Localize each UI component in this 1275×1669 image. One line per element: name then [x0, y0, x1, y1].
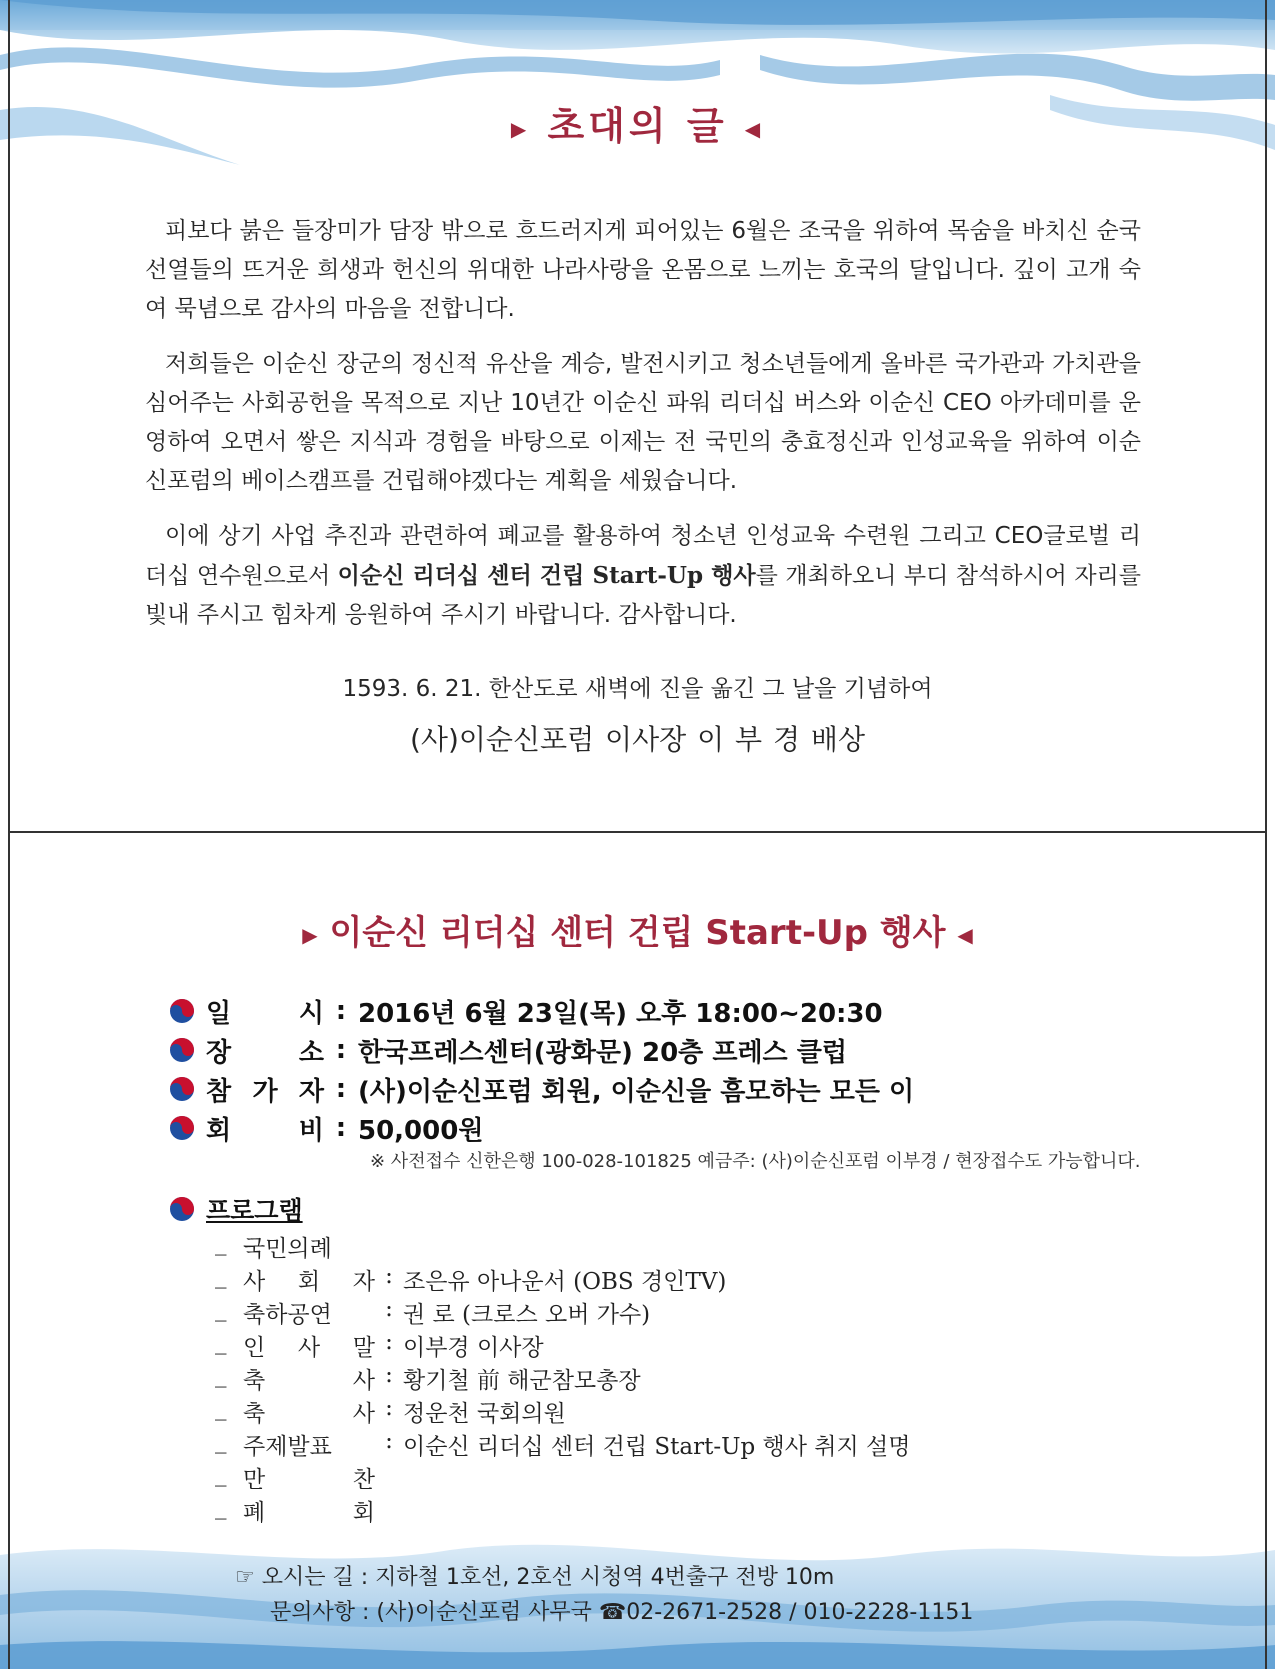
- program-item: [215, 1461, 375, 1494]
- program-label: 축하공연: [243, 1302, 332, 1328]
- detail-row-fee: [170, 1110, 483, 1146]
- program-label: 주제발표: [243, 1434, 332, 1460]
- taegeuk-icon: [170, 1116, 194, 1140]
- commemoration-dateline: 1593. 6. 21. 한산도로 새벽에 진을 옮긴 그 날을 기념하여: [342, 676, 933, 702]
- program-dash: _: [215, 1329, 227, 1355]
- program-label: 사 회 자: [243, 1269, 375, 1295]
- detail-row-venue: [170, 1032, 847, 1068]
- triangle-right-icon: ▶: [510, 116, 531, 141]
- detail-label: 회 비: [206, 1115, 324, 1146]
- detail-value: 2016년 6월 23일(목) 오후 18:00~20:30: [358, 998, 883, 1029]
- fee-note: ※ 사전접수 신한은행 100-028-101825 예금주: (사)이순신포럼 이부경 / 현장접수도 가능합니다.: [370, 1151, 1141, 1172]
- event-title: [0, 905, 1275, 954]
- program-item: [215, 1395, 566, 1428]
- detail-row-participants: [170, 1071, 914, 1107]
- program-colon: :: [385, 1329, 393, 1355]
- invitation-paragraph-3: [145, 517, 1141, 635]
- taegeuk-icon: [170, 1077, 194, 1101]
- event-title-text: 이순신 리더십 센터 건립 Start-Up 행사: [329, 913, 946, 953]
- program-value: 이부경 이사장: [403, 1335, 544, 1361]
- invitation-paragraph-2: 저희들은 이순신 장군의 정신적 유산을 계승, 발전시키고 청소년들에게 올바른 국가관과 가치관을 심어주는 사회공헌을 목적으로 지난 10년간 이순신 파워 리더십 버스와 이순신 CEO 아카데미를 운영하여 오면서 쌓은 지식과 경험을 바탕으로 이제는 전 국민의 충효정신과 인성교육을 위하여 이순신포럼의 베이스캠프를 건립해야겠다는 계획을 세웠습니다.: [145, 351, 1141, 494]
- detail-colon: :: [335, 1035, 347, 1065]
- detail-value: 한국프레스센터(광화문) 20층 프레스 클럽: [358, 1037, 847, 1068]
- detail-value: 50,000원: [358, 1115, 484, 1146]
- detail-label: 장 소: [206, 1037, 324, 1068]
- program-dash: _: [215, 1428, 227, 1454]
- program-heading: [170, 1191, 303, 1227]
- program-label: 폐 회: [243, 1500, 375, 1526]
- program-colon: :: [385, 1362, 393, 1388]
- detail-label: 일 시: [206, 998, 324, 1029]
- detail-colon: :: [335, 996, 347, 1026]
- invitation-title: [0, 95, 1275, 150]
- program-value: 이순신 리더십 센터 건립 Start-Up 행사 취지 설명: [403, 1434, 911, 1460]
- taegeuk-icon: [170, 1038, 194, 1062]
- detail-row-date: [170, 993, 883, 1029]
- signature-line: (사)이순신포럼 이사장 이 부 경 배상: [409, 723, 866, 756]
- detail-colon: :: [335, 1113, 347, 1143]
- section-divider: [8, 831, 1267, 833]
- program-value: 권 로 (크로스 오버 가수): [403, 1302, 651, 1328]
- program-item: [215, 1494, 375, 1527]
- program-colon: :: [385, 1428, 393, 1454]
- program-item: [215, 1230, 375, 1263]
- program-item: [215, 1329, 544, 1362]
- para3-bold-event-name: 이순신 리더십 센터 건립 Start-Up 행사: [337, 562, 756, 589]
- program-value: 조은유 아나운서 (OBS 경인TV): [403, 1269, 727, 1295]
- contact-info: 문의사항 : (사)이순신포럼 사무국 ☎02-2671-2528 / 010-2228-1151: [270, 1600, 974, 1625]
- taegeuk-icon: [170, 1197, 194, 1221]
- detail-colon: :: [335, 1074, 347, 1104]
- invitation-title-text: 초대의 글: [547, 104, 728, 148]
- program-label: 축 사: [243, 1401, 375, 1427]
- program-colon: :: [385, 1296, 393, 1322]
- program-label: 인 사 말: [243, 1335, 375, 1361]
- program-heading-text: 프로그램: [206, 1196, 303, 1225]
- program-value: 황기철 前 해군참모총장: [403, 1368, 641, 1394]
- para3-text-before: 이에 상기 사업 추진과 관련하여 폐교를 활용하여 청소년 인성교육 수련원 그리고 CEO글로벌 리더십 연수원으로서: [145, 523, 1141, 589]
- program-value: 정운천 국회의원: [403, 1401, 566, 1427]
- program-dash: _: [215, 1362, 227, 1388]
- invitation-paragraph-1: 피보다 붉은 들장미가 담장 밖으로 흐드러지게 피어있는 6월은 조국을 위하여 목숨을 바치신 순국선열들의 뜨거운 희생과 헌신의 위대한 나라사랑을 온몸으로 느끼는 호국의 달입니다. 깊이 고개 숙여 묵념으로 감사의 마음을 전합니다.: [145, 218, 1141, 322]
- program-label: 국민의례: [243, 1236, 332, 1262]
- program-dash: _: [215, 1461, 227, 1487]
- program-item: [215, 1362, 641, 1395]
- program-colon: :: [385, 1263, 393, 1289]
- program-label: 축 사: [243, 1368, 375, 1394]
- program-item: [215, 1263, 726, 1296]
- detail-label: 참 가 자: [206, 1076, 324, 1107]
- triangle-left-icon: ◀: [744, 116, 765, 141]
- triangle-left-icon: ◀: [957, 922, 973, 947]
- program-dash: _: [215, 1263, 227, 1289]
- directions-info: ☞ 오시는 길 : 지하철 1호선, 2호선 시청역 4번출구 전방 10m: [235, 1565, 835, 1590]
- program-colon: :: [385, 1395, 393, 1421]
- triangle-right-icon: ▶: [302, 922, 318, 947]
- program-dash: _: [215, 1395, 227, 1421]
- program-item: [215, 1296, 650, 1329]
- detail-value: (사)이순신포럼 회원, 이순신을 흠모하는 모든 이: [358, 1076, 915, 1107]
- program-label: 만 찬: [243, 1467, 375, 1493]
- taegeuk-icon: [170, 999, 194, 1023]
- program-item: [215, 1428, 911, 1461]
- program-dash: _: [215, 1296, 227, 1322]
- program-dash: _: [215, 1494, 227, 1520]
- para3-text-after: 를 개최하오니 부디 참석하시어 자리를 빛내 주시고 힘차게 응원하여 주시기 바랍니다. 감사합니다.: [145, 563, 1141, 628]
- program-dash: _: [215, 1230, 227, 1256]
